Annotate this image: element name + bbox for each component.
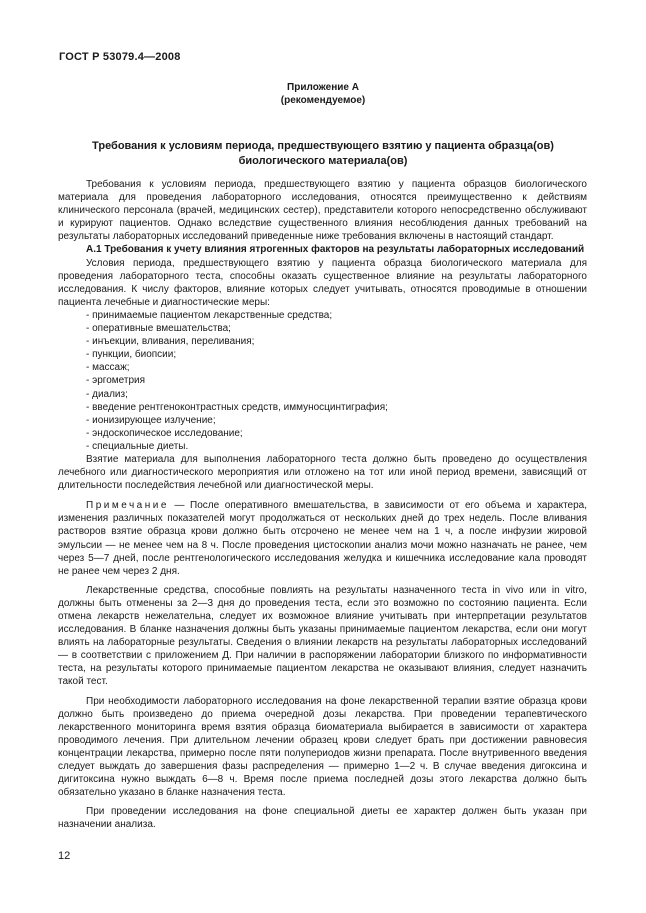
section-a1-paragraph: Условия периода, предшествующего взятию у пациента образца биологического материала для проведения лабораторного теста, способны оказать существенное влияние на результаты лабораторного исследования. К числу факторов, влияние которых следует учитывать, относятся проводимые в отношении пациента лечебные и диагностические меры: xyxy=(58,257,587,308)
list-item: - пункции, биопсии; xyxy=(86,349,177,361)
therapy-paragraph: При необходимости лабораторного исследования на фоне лекарственной терапии взятие образца крови должно быть произведено до приема очередной дозы лекарства. При проведении терапевтического лекарственного мониторинга время взятия образца биоматериала выбирается в зависимости от характера проводимого лечения. При длительном лечении образец крови следует брать при достижении равновесия концентрации лекарства, примерно после пяти полупериодов жизни препарата. После внутривенного введения следует выждать до завершения фазы распределения — примерно 1—2 ч. В случае введения дигоксина и дигитоксина нужно выждать 6—8 ч. Время после приема последней дозы этого лекарства должно быть обязательно указано в бланке назначения теста. xyxy=(58,695,587,799)
note-text: — После оперативного вмешательства, в зависимости от его объема и характера, изменения различных показателей могут продолжаться от нескольких дней до трех недель. После вливания растворов взятие образца крови должно быть отсрочено не менее чем на 1 ч, а после инфузии жировой эмульсии — не менее чем на 8 ч. После проведения цистоскопии анализ мочи можно назначать не ранее, чем через 5—7 дней, после рентгенологического исследования желудка и кишечника исследование кала проводят не ранее чем через 2 дня. xyxy=(58,500,587,577)
note-paragraph xyxy=(58,499,587,578)
page-number: 12 xyxy=(58,850,71,862)
note-label: Примечание xyxy=(86,500,169,512)
annex-subtitle: (рекомендуемое) xyxy=(280,95,366,106)
list-item: - оперативные вмешательства; xyxy=(86,323,231,335)
list-item: - инъекции, вливания, переливания; xyxy=(86,336,255,348)
list-item: - эргометрия xyxy=(86,375,146,387)
list-item: - диализ; xyxy=(86,388,128,400)
list-item: - специальные диеты. xyxy=(86,440,189,452)
requirements-title-line-1: Требования к условиям периода, предшествующего взятию у пациента образца(ов) xyxy=(92,140,554,152)
sampling-paragraph: Взятие материала для выполнения лабораторного теста должно быть проведено до осуществления лечебного или диагностического мероприятия или отложено на тот или иной период времени, зависящий от длительности последействия лечебной или диагностической меры. xyxy=(58,453,587,492)
diet-paragraph: При проведении исследования на фоне специальной диеты ее характер должен быть указан при назначении анализа. xyxy=(58,806,587,831)
section-a1-heading: А.1 Требования к учету влияния ятрогенных факторов на результаты лабораторных исследований xyxy=(86,244,585,256)
factors-list xyxy=(58,309,587,453)
list-item: - массаж; xyxy=(86,362,130,374)
list-item: - ионизирующее излучение; xyxy=(86,414,216,426)
list-item: - эндоскопическое исследование; xyxy=(86,427,243,439)
body-text xyxy=(58,178,587,832)
list-item: - введение рентгеноконтрастных средств, иммуносцинтиграфия; xyxy=(86,401,388,413)
intro-paragraph: Требования к условиям периода, предшествующего взятию у пациента образцов биологического материала для проведения лабораторного исследования, относятся преимущественно к действиям клинического персонала (врачей, медицинских сестер), представители которого непосредственно обслуживают и курируют пациентов. Однако вследствие существенного влияния несоблюдения данных требований на результаты лабораторных исследований приведенные ниже требования включены в настоящий стандарт. xyxy=(58,179,587,243)
annex-title: Приложение А xyxy=(287,82,359,93)
requirements-title xyxy=(60,139,586,169)
list-item: - принимаемые пациентом лекарственные средства; xyxy=(86,309,333,321)
document-code: ГОСТ Р 53079.4—2008 xyxy=(59,51,181,63)
requirements-title-line-2: биологического материала(ов) xyxy=(238,155,408,167)
drugs-paragraph: Лекарственные средства, способные повлиять на результаты назначенного теста in vivo или in vitro, должны быть отменены за 2—3 дня до проведения теста, если это возможно по состоянию пациента. Если отмена лекарств нежелательна, следует их возможное влияние учитывать при интерпретации результатов исследования. В бланке назначения должны быть указаны принимаемые пациентом лекарства, если они могут влиять на лабораторные результаты. Сведения о влиянии лекарств на результаты лабораторных исследований — в соответствии с приложением Д. При наличии в распоряжении лаборатории близкого по информативности теста, на результаты которого принимаемые пациентом лекарства не оказывают влияния, следует назначить такой тест. xyxy=(58,584,587,688)
